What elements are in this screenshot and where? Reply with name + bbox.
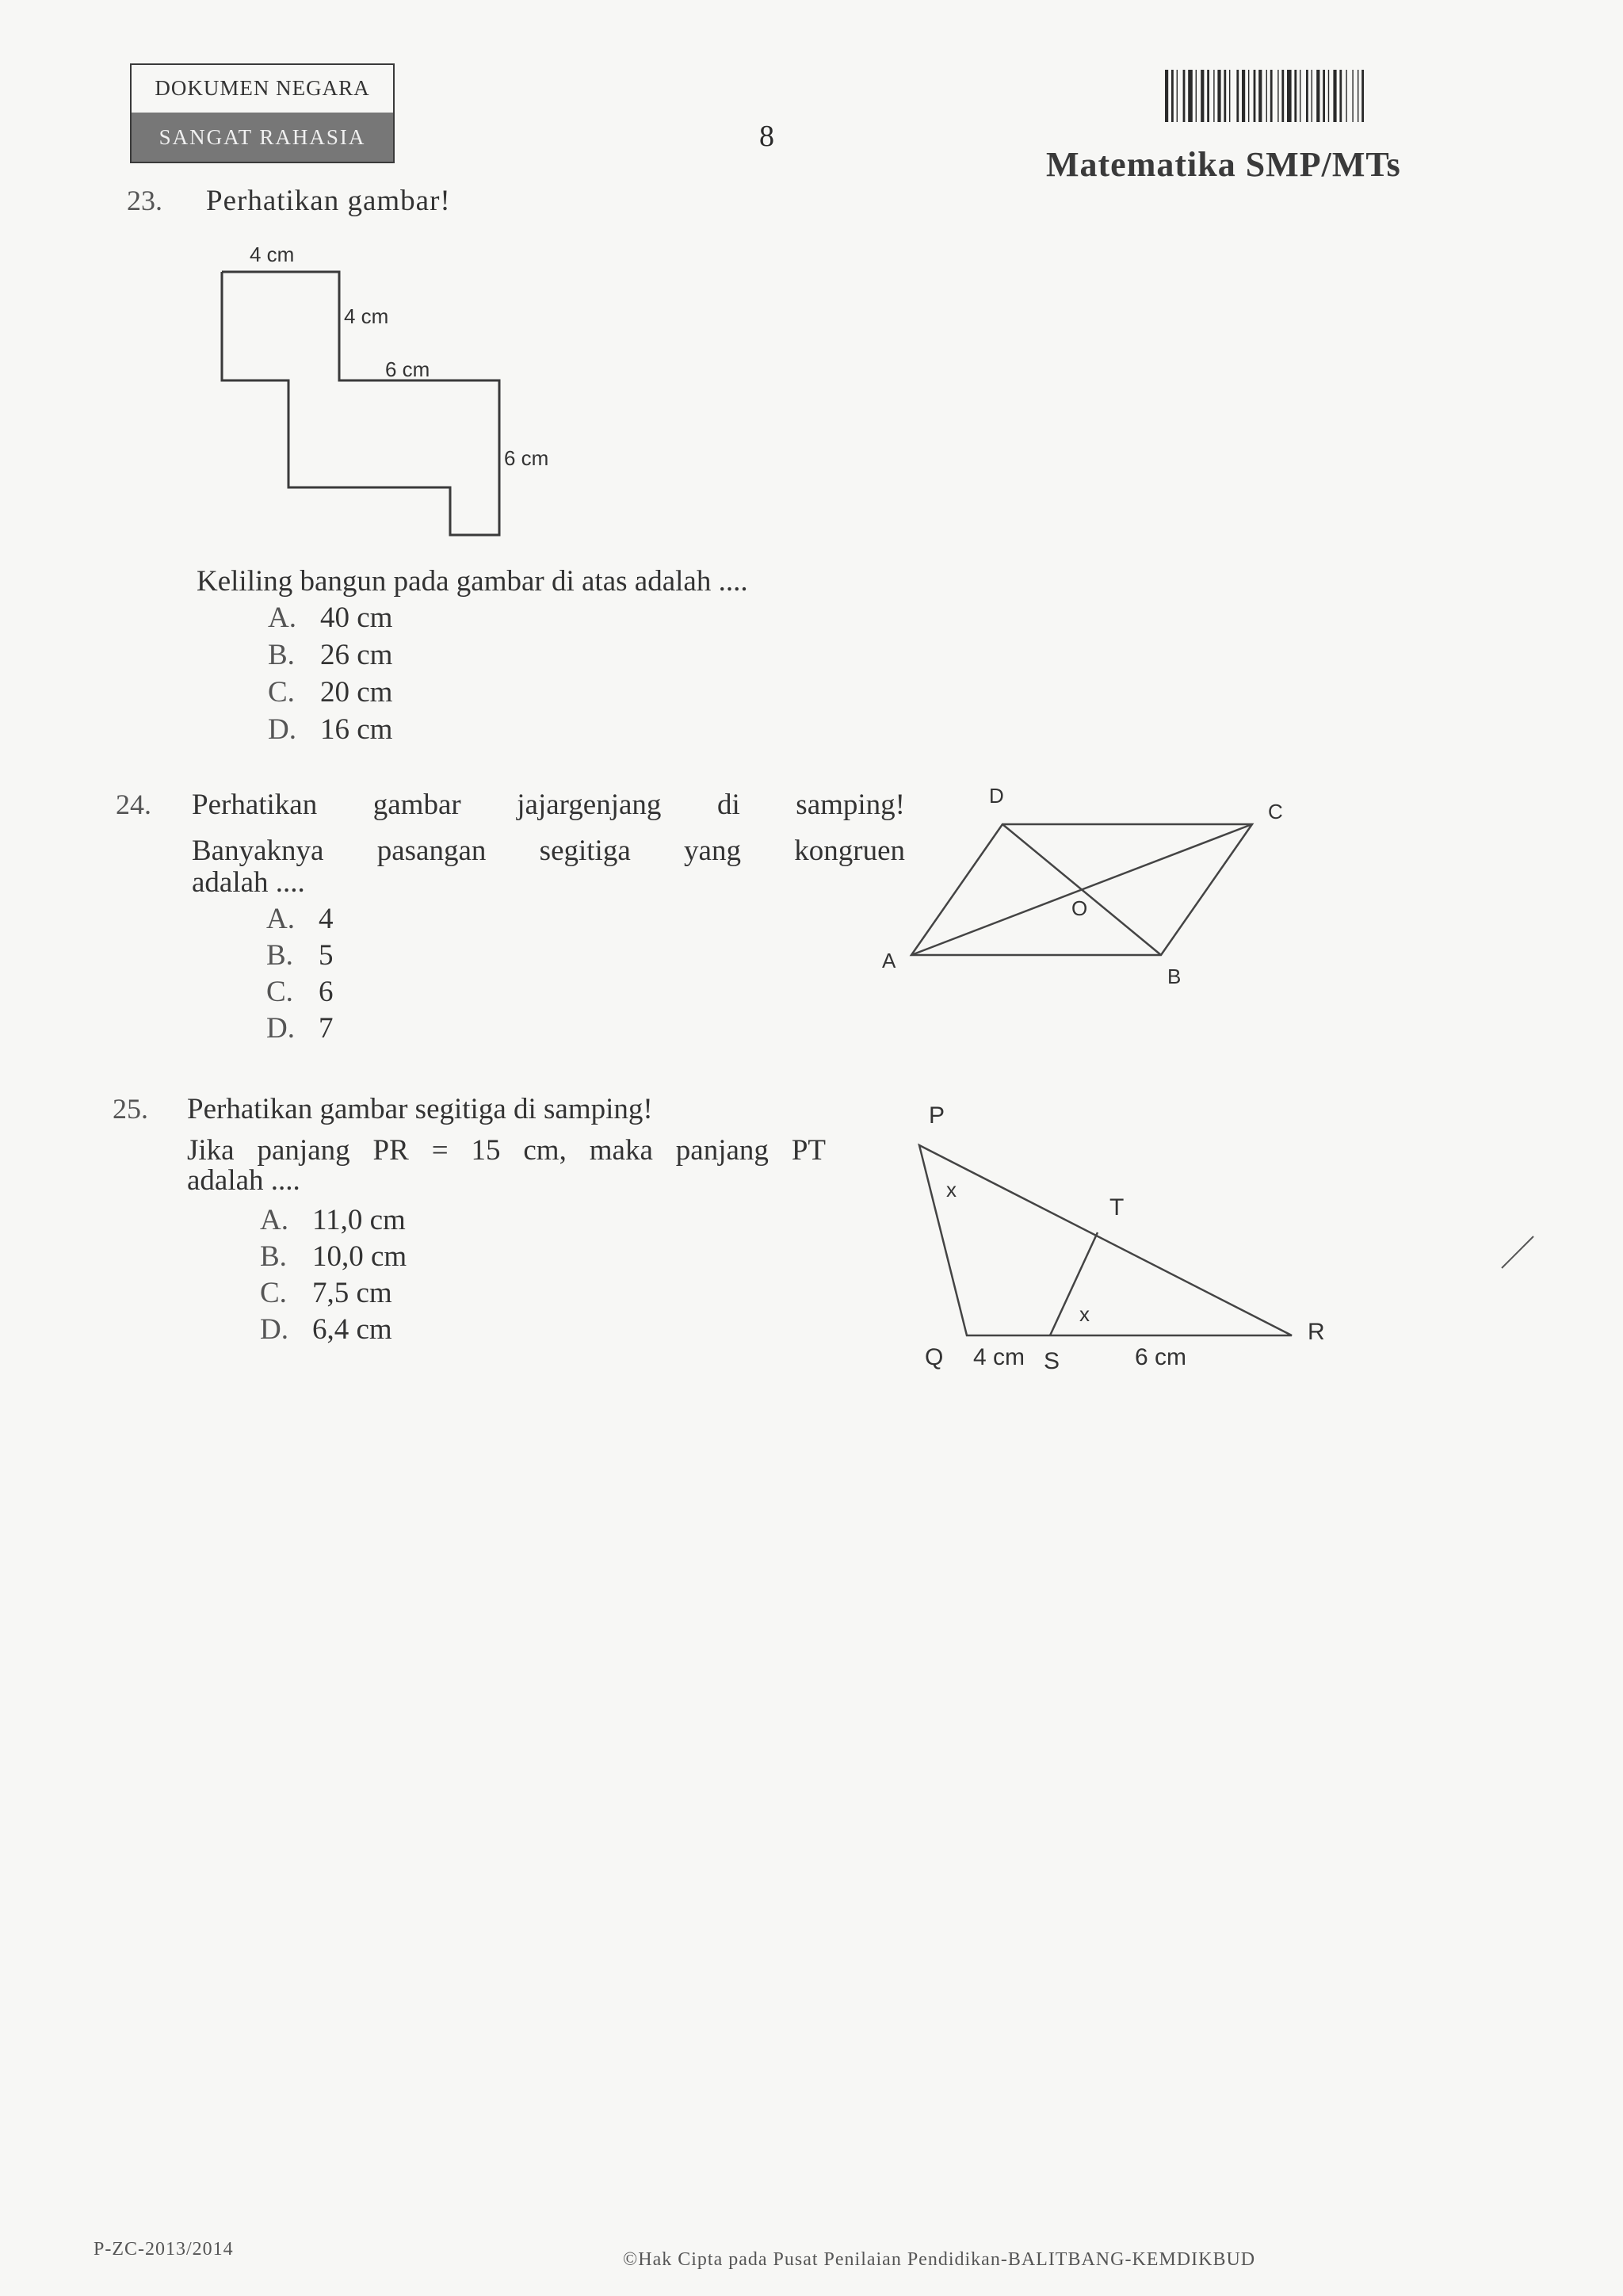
option-text: 20 cm	[320, 676, 393, 709]
barcode-bar	[1323, 70, 1325, 122]
option-letter: C.	[268, 676, 295, 709]
option-text: 7	[319, 1012, 334, 1045]
barcode-bar	[1258, 70, 1262, 122]
label-top-width: 4 cm	[250, 243, 295, 266]
barcode-bar	[1306, 70, 1308, 122]
angle-label-x-top: x	[946, 1178, 957, 1201]
barcode-bar	[1236, 70, 1239, 122]
question-23-option-d[interactable]	[268, 712, 392, 747]
question-25-option-c[interactable]	[260, 1276, 392, 1310]
vertex-label-d: D	[989, 784, 1004, 808]
barcode-bar	[1201, 70, 1204, 122]
barcode	[1165, 70, 1426, 122]
option-text: 5	[319, 939, 334, 972]
triangle-pqr	[919, 1145, 1292, 1335]
barcode-bar	[1213, 70, 1214, 122]
barcode-bar	[1281, 70, 1284, 122]
option-letter: C.	[260, 1277, 287, 1309]
barcode-bar	[1277, 70, 1278, 122]
segment-st	[1050, 1232, 1098, 1335]
question-25-number: 25.	[113, 1093, 148, 1125]
option-text: 7,5 cm	[312, 1277, 392, 1309]
option-letter: B.	[260, 1240, 287, 1273]
option-text: 6,4 cm	[312, 1313, 392, 1346]
question-23-text: Perhatikan gambar!	[206, 185, 451, 217]
option-letter: A.	[260, 1204, 288, 1236]
vertex-label-c: C	[1268, 800, 1283, 823]
vertex-label-s: S	[1044, 1348, 1060, 1374]
option-letter: A.	[268, 602, 296, 634]
option-text: 4	[319, 903, 334, 935]
barcode-bar	[1165, 70, 1168, 122]
question-23-figure	[206, 234, 571, 551]
barcode-bar	[1361, 70, 1364, 122]
vertex-label-p: P	[929, 1102, 945, 1129]
vertex-label-q: Q	[925, 1344, 944, 1370]
question-25-figure	[911, 1098, 1355, 1383]
option-letter: D.	[266, 1012, 295, 1045]
barcode-bar	[1207, 70, 1209, 122]
doc-label: DOKUMEN NEGARA	[155, 76, 370, 100]
question-24-option-b[interactable]	[266, 938, 334, 972]
option-text: 16 cm	[320, 713, 393, 746]
option-text: 6	[319, 976, 334, 1008]
document-classification-box	[130, 63, 395, 163]
option-letter: B.	[266, 939, 293, 972]
barcode-bar	[1339, 70, 1342, 122]
question-24-option-a[interactable]	[266, 902, 334, 936]
question-24-option-d[interactable]	[266, 1011, 334, 1045]
question-25-option-b[interactable]	[260, 1240, 407, 1274]
question-25-line-2: Jika panjang PR = 15 cm, maka panjang PT	[187, 1134, 826, 1167]
secret-label: SANGAT RAHASIA	[132, 113, 393, 162]
question-25-option-d[interactable]	[260, 1312, 392, 1347]
center-label-o: O	[1071, 896, 1088, 920]
footer-copyright: ©Hak Cipta pada Pusat Penilaian Pendidikan-BALITBANG-KEMDIKBUD	[623, 2249, 1256, 2270]
label-upper-height: 4 cm	[344, 304, 389, 328]
barcode-bar	[1224, 70, 1226, 122]
length-label-sr: 6 cm	[1135, 1344, 1187, 1370]
barcode-bar	[1266, 70, 1267, 122]
question-25-line-1: Perhatikan gambar segitiga di samping!	[187, 1093, 653, 1125]
barcode-bar	[1183, 70, 1186, 122]
barcode-bar	[1188, 70, 1193, 122]
barcode-bar	[1287, 70, 1292, 122]
option-letter: D.	[268, 713, 296, 746]
angle-label-x-bottom: x	[1079, 1302, 1090, 1326]
subject-title: Matematika SMP/MTs	[1046, 145, 1401, 184]
pen-mark	[1498, 1232, 1537, 1272]
option-text: 40 cm	[320, 602, 393, 634]
barcode-bar	[1229, 70, 1230, 122]
option-letter: D.	[260, 1313, 288, 1346]
question-24-figure	[872, 781, 1316, 987]
question-25-option-a[interactable]	[260, 1203, 406, 1237]
option-text: 26 cm	[320, 639, 393, 671]
barcode-bar	[1196, 70, 1197, 122]
question-25-line-3: adalah ....	[187, 1164, 300, 1197]
length-label-qs: 4 cm	[973, 1344, 1025, 1370]
barcode-bar	[1294, 70, 1296, 122]
option-letter: C.	[266, 976, 293, 1008]
barcode-bar	[1171, 70, 1174, 122]
question-23-prompt: Keliling bangun pada gambar di atas adalah ....	[197, 565, 748, 598]
barcode-bar	[1248, 70, 1249, 122]
barcode-bar	[1242, 70, 1245, 122]
barcode-bar	[1316, 70, 1319, 122]
option-letter: A.	[266, 903, 295, 935]
question-23-option-a[interactable]	[268, 601, 392, 635]
vertex-label-r: R	[1308, 1319, 1325, 1345]
vertex-label-a: A	[882, 949, 896, 972]
question-24-line-1: Perhatikan gambar jajargenjang di samping!	[192, 789, 905, 821]
label-right-height: 6 cm	[504, 446, 549, 470]
vertex-label-t: T	[1109, 1194, 1125, 1221]
barcode-bar	[1177, 70, 1178, 122]
question-24-line-2: Banyaknya pasangan segitiga yang kongruen	[192, 835, 905, 867]
barcode-bar	[1270, 70, 1273, 122]
question-24-line-3: adalah ....	[192, 866, 305, 899]
option-text: 11,0 cm	[312, 1204, 406, 1236]
vertex-label-b: B	[1167, 965, 1182, 987]
barcode-bar	[1254, 70, 1256, 122]
barcode-bar	[1333, 70, 1336, 122]
question-24-option-c[interactable]	[266, 975, 334, 1009]
option-text: 10,0 cm	[312, 1240, 407, 1273]
question-23-number: 23.	[127, 185, 162, 216]
barcode-bar	[1217, 70, 1220, 122]
page-number: 8	[759, 120, 774, 153]
question-24-number: 24.	[116, 789, 151, 820]
diagonal-db	[1002, 824, 1161, 955]
question-23-option-b[interactable]	[268, 638, 392, 672]
question-23-option-c[interactable]	[268, 675, 392, 709]
option-letter: B.	[268, 639, 295, 671]
barcode-bar	[1352, 70, 1353, 122]
label-middle-width: 6 cm	[385, 357, 430, 381]
barcode-bar	[1328, 70, 1329, 122]
footer-code: P-ZC-2013/2014	[94, 2239, 234, 2260]
